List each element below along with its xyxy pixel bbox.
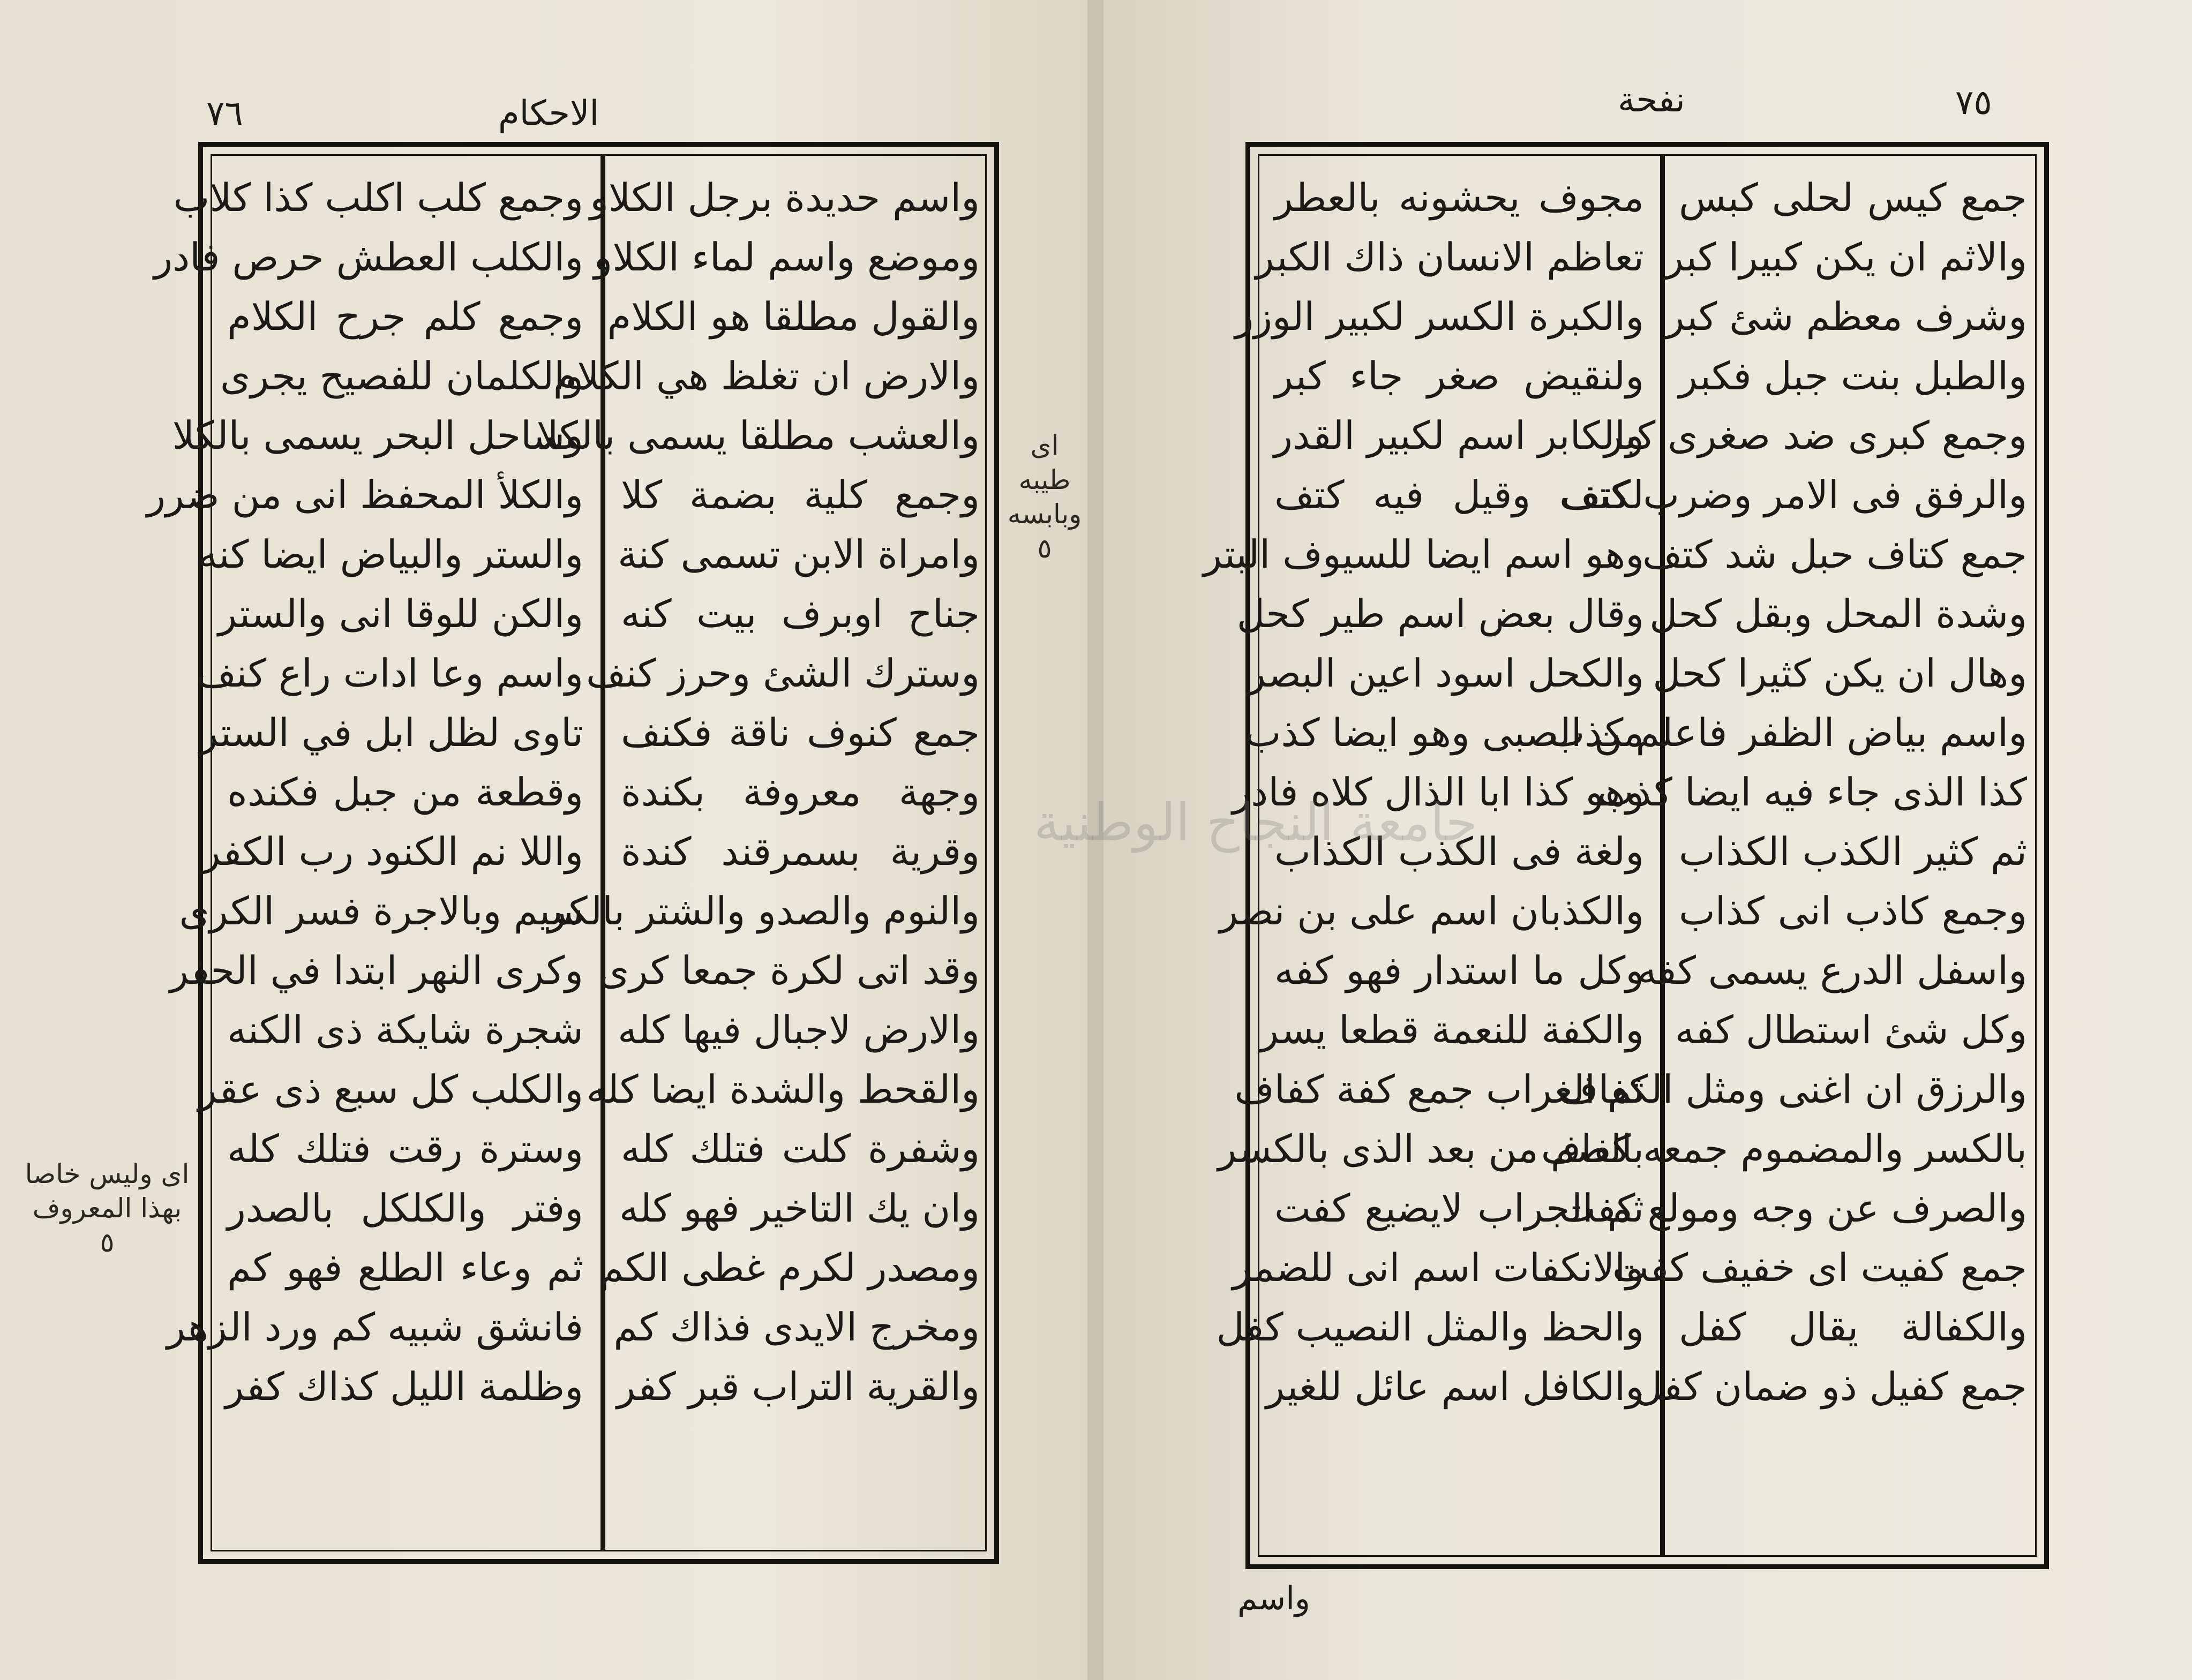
verse-line: وهو كذا ابا الذال كلاه فادر xyxy=(1232,770,1644,815)
verse-line: وجمع كلم جرح الكلام xyxy=(227,294,583,339)
verse-line: وموضع واسم لماء الكلاو xyxy=(594,235,980,280)
note-line: اى وليس خاصا xyxy=(25,1158,190,1189)
note-line: ٥ xyxy=(1037,533,1052,564)
verse-line: وقال بعض اسم طير كحل xyxy=(1236,591,1644,636)
verse-line: وفتر والكلكل بالصدر xyxy=(227,1186,583,1231)
verse-line: والحظ والمثل النصيب كفل xyxy=(1216,1305,1644,1350)
verse-line: والطبل بنت جبل فكبر xyxy=(1679,353,2027,398)
verse-line: تعاظم الانسان ذاك الكبر xyxy=(1255,235,1644,280)
verse-line: جمع كيس لحلى كبس xyxy=(1679,175,2027,220)
catchword: واسم xyxy=(1237,1580,1310,1617)
verse-line: ثم الجراب لايضيع كفت xyxy=(1274,1186,1644,1231)
verse-line: ومصدر لكرم غطى الكم xyxy=(599,1245,980,1290)
verse-line: كذا الذى جاء فيه ايضا كذب xyxy=(1597,770,2027,815)
left-page-left-column xyxy=(147,168,583,1417)
verse-line: والنوم والصدو والشتر بالكر xyxy=(547,888,980,933)
verse-line: ولغة فى الكذب الكذاب xyxy=(1274,829,1644,874)
verse-line: والصرف عن وجه ومولع كفت xyxy=(1559,1186,2027,1231)
left-text-frame xyxy=(147,142,999,1564)
left-page xyxy=(0,0,1087,1680)
verse-line: ثم وعاء الطلع فهو كم xyxy=(227,1245,583,1290)
note-line: بهذا المعروف xyxy=(32,1193,182,1224)
verse-line: جمع كنوف ناقة فكنف xyxy=(621,710,980,755)
verse-line: ولنقيض صغر جاء كبر xyxy=(1274,353,1644,398)
verse-line: وجمع كلب اكلب كذا كلاب xyxy=(173,175,583,220)
verse-line: والاثم ان يكن كبيرا كبر xyxy=(1664,235,2027,280)
left-page-right-column xyxy=(536,168,980,1417)
verse-line: والقرية التراب قبر كفر xyxy=(617,1364,980,1409)
verse-line: واسم حديدة برجل الكلاو xyxy=(590,175,980,220)
verse-line: وكل شئ استطال كفه xyxy=(1675,1007,2027,1052)
note-line: اى طيبه xyxy=(1018,430,1071,495)
verse-line: وامراة الابن تسمى كنة xyxy=(618,532,980,577)
verse-line: والكلمان للفصيح يجرى xyxy=(220,353,583,398)
verse-line: سيم وبالاجرة فسر الكرى xyxy=(179,888,583,933)
verse-line: والكافل اسم عائل للغير xyxy=(1266,1364,1644,1409)
verse-line: وقرية بسمرقند كندة xyxy=(621,829,980,874)
note-line: وبابسه xyxy=(1007,499,1082,530)
verse-line: وساحل البحر يسمى بالكلا xyxy=(172,413,583,458)
verse-line: والقحط والشدة ايضا كله xyxy=(586,1067,980,1112)
verse-line: وهو اسم ايضا للسيوف البتر xyxy=(1203,532,1644,577)
right-column-divider xyxy=(1660,154,1665,1557)
verse-line: والعشب مطلقا يسمى بالكلا xyxy=(536,413,980,458)
library-watermark: جامعة النجاح الوطنية xyxy=(1034,793,1478,853)
verse-line: ومخرج الايدى فذاك كم xyxy=(613,1305,980,1350)
left-page-number: ٧٦ xyxy=(206,94,243,133)
verse-line: وجهة معروفة بكندة xyxy=(621,770,980,815)
verse-line: جناح اوبرف بيت كنه xyxy=(621,591,980,636)
verse-line: وان يك التاخير فهو كله xyxy=(619,1186,980,1231)
verse-line: وشرف معظم شئ كبر xyxy=(1665,294,2027,339)
verse-line: والكن للوقا انى والستر xyxy=(218,591,583,636)
verse-line: وكل ما استدار فهو كفه xyxy=(1274,948,1644,993)
verse-line: جمع كتاف حبل شد كتف xyxy=(1642,532,2027,577)
note-line: ٥ xyxy=(100,1227,115,1258)
verse-line: واللا نم الكنود رب الكفر xyxy=(201,829,583,874)
verse-line: ثم الغراب جمع كفة كفاف xyxy=(1234,1067,1644,1112)
verse-line: لكتف وقيل فيه كتف xyxy=(1274,472,1644,517)
right-page-number: ٧٥ xyxy=(1955,83,1992,123)
right-page-right-column xyxy=(1541,168,2027,1417)
verse-line: وشفرة كلت فتلك كله xyxy=(621,1126,980,1171)
verse-line: والكابر اسم لكبير القدر xyxy=(1274,413,1644,458)
verse-line: والكبرة الكسر لكبير الوزر xyxy=(1235,294,1644,339)
verse-line: واسم بياض الظفر فاعلم كذب xyxy=(1548,710,2027,755)
verse-line: والارض لاجبال فيها كله xyxy=(618,1007,980,1052)
verse-line: بالكسر والمضموم جمعه كفاف xyxy=(1541,1126,2027,1171)
verse-line: والكلب كل سبع ذى عقر xyxy=(198,1067,583,1112)
verse-line: والكلب العطش حرص فادر xyxy=(154,235,583,280)
verse-line: شجرة شايكة ذى الكنه xyxy=(227,1007,583,1052)
verse-line: واسم وعا ادات راع كنف xyxy=(196,651,583,696)
right-running-head: نفحة xyxy=(1618,80,1685,120)
verse-line: بالضم من بعد الذى بالكسر xyxy=(1218,1126,1644,1171)
verse-line: وشدة المحل وبقل كحل xyxy=(1649,591,2027,636)
verse-line: وهال ان يكن كثيرا كحل xyxy=(1653,651,2027,696)
margin-note-lower xyxy=(21,1157,193,1260)
verse-line: وظلمة الليل كذاك كفر xyxy=(225,1364,583,1409)
verse-line: وجمع كبرى ضد صغرى كبر xyxy=(1604,413,2027,458)
verse-line: ثم كثير الكذب الكذاب xyxy=(1679,829,2027,874)
verse-line: والرفق فى الامر وضرب كتف xyxy=(1560,472,2027,517)
margin-note-upper xyxy=(1004,428,1085,566)
verse-line: والستر والبياض ايضا كنه xyxy=(198,532,583,577)
verse-line: واسفل الدرع يسمى كفه xyxy=(1637,948,2027,993)
verse-line: جمع كفيل ذو ضمان كفل xyxy=(1634,1364,2027,1409)
verse-line: والكذبان اسم على بن نصر xyxy=(1219,888,1644,933)
verse-line: والانكفات اسم انى للضمر xyxy=(1232,1245,1644,1290)
verse-line: وقد اتى لكرة جمعا كرى xyxy=(599,948,980,993)
verse-line: والكفالة يقال كفل xyxy=(1679,1305,2027,1350)
verse-line: وكرى النهر ابتدا في الحفر xyxy=(170,948,583,993)
verse-line: والكفة للنعمة قطعا يسر xyxy=(1260,1007,1644,1052)
verse-line: والكحل اسود اعين البصر xyxy=(1247,651,1644,696)
verse-line: وجمع كلية بضمة كلا xyxy=(621,472,980,517)
verse-line: فانشق شبيه كم ورد الزهر xyxy=(167,1305,583,1350)
verse-line: والرزق ان اغنى ومثل الكفاف xyxy=(1558,1067,2027,1112)
verse-line: وسترك الشئ وحرز كنف xyxy=(585,651,980,696)
left-running-head: الاحكام xyxy=(498,94,599,133)
verse-line: جمع كفيت اى خفيف كفت xyxy=(1612,1245,2027,1290)
verse-line: وسترة رقت فتلك كله xyxy=(227,1126,583,1171)
right-text-frame xyxy=(1203,142,2049,1569)
verse-line: مجوف يحشونه بالعطر xyxy=(1274,175,1644,220)
verse-line: وجمع كاذب انى كذاب xyxy=(1679,888,2027,933)
verse-line: وقطعة من جبل فكنده xyxy=(227,770,583,815)
verse-line: تاوى لظل ابل في الستر xyxy=(199,710,583,755)
verse-line: والكلأ المحفظ انى من ضرر xyxy=(147,472,583,517)
verse-line: والارض ان تغلظ هي الكلام xyxy=(553,353,980,398)
verse-line: من الصبى وهو ايضا كذب xyxy=(1244,710,1644,755)
verse-line: والقول مطلقا هو الكلام xyxy=(607,294,980,339)
